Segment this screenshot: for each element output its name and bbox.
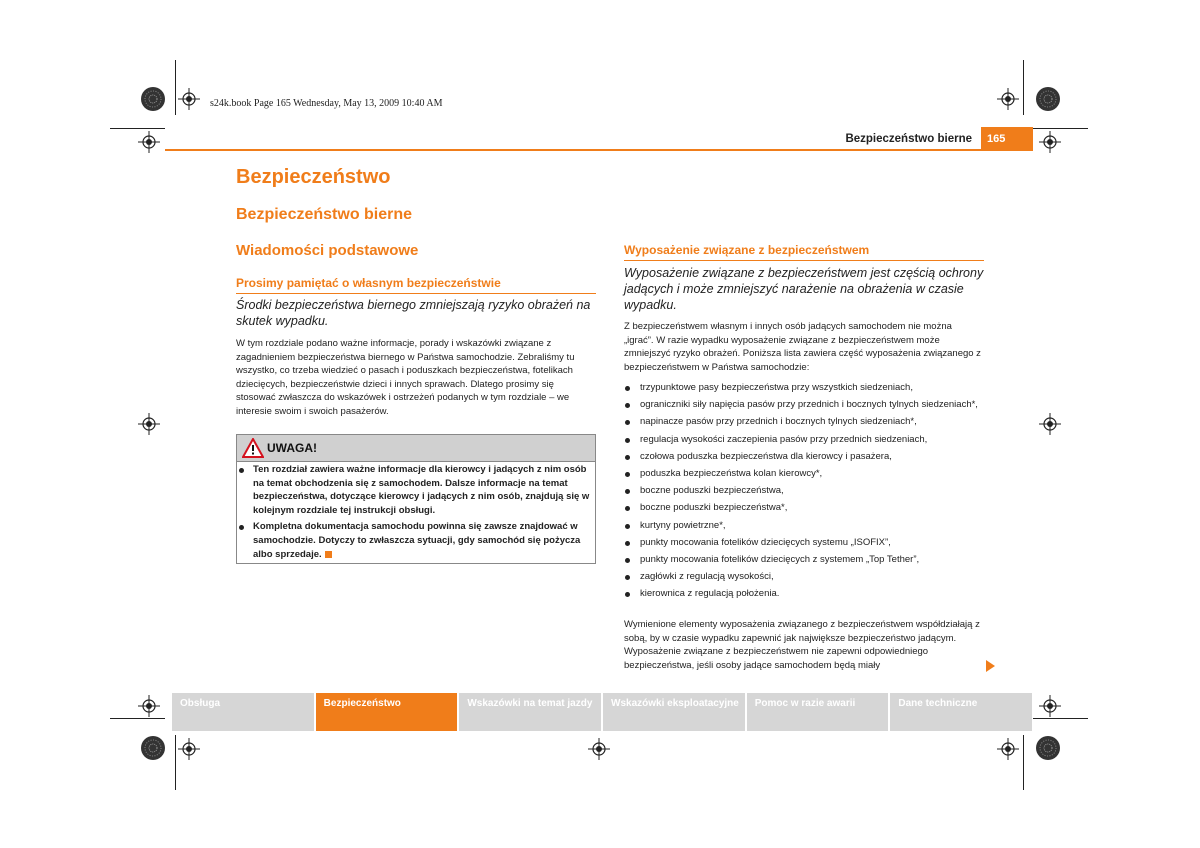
list-item: napinacze pasów przy przednich i bocznych tylnych siedzeniach*, — [624, 415, 984, 429]
nav-tab-obsluga[interactable]: Obsługa — [172, 693, 314, 731]
crosshair-mark-icon — [1039, 413, 1061, 435]
warning-title: UWAGA! — [267, 441, 317, 455]
list-item: kurtyny powietrzne*, — [624, 519, 984, 533]
outro-paragraph: Wymienione elementy wyposażenia związanego z bezpieczeństwem współdziałają z sobą, by w czasie wypadku zapewnić jak największe bezpieczeństwo jadącym. Wyposażenie związane z bezpieczeństwem nie zapewni odpowiedniego bezpieczeństwa, jeśli osoby jadące samochodem będą miały — [624, 619, 980, 671]
list-item: boczne poduszki bezpieczeństwa, — [624, 484, 984, 498]
warning-header — [237, 435, 595, 462]
intro-paragraph: Z bezpieczeństwem własnym i innych osób jadących samochodem nie można „igrać”. W razie wypadku wyposażenie związane z bezpieczeństwem może zmniejszyć ryzyko obrażeń. Poniższa lista zawiera część wyposażenia związanego z bezpieczeństwem w Państwa samochodzie: — [624, 321, 981, 373]
list-item: ograniczniki siły napięcia pasów przy przednich i bocznych tylnych siedzeniach*, — [624, 398, 984, 412]
crop-line — [1023, 735, 1024, 790]
crop-line — [1033, 128, 1088, 129]
crosshair-mark-icon — [138, 695, 160, 717]
crosshair-mark-icon — [1039, 131, 1061, 153]
crosshair-mark-icon — [1039, 695, 1061, 717]
crosshair-mark-icon — [588, 738, 610, 760]
list-item: trzypunktowe pasy bezpieczeństwa przy wszystkich siedzeniach, — [624, 381, 984, 395]
nav-tab-pomoc[interactable]: Pomoc w razie awarii — [747, 693, 889, 731]
subsection-title: Wiadomości podstawowe — [236, 242, 419, 259]
registration-sunburst-icon — [140, 86, 166, 112]
list-item: regulacja wysokości zaczepienia pasów przy przednich siedzeniach, — [624, 433, 984, 447]
list-item: boczne poduszki bezpieczeństwa*, — [624, 501, 984, 515]
registration-sunburst-icon — [1035, 735, 1061, 761]
warning-body — [239, 463, 591, 564]
list-item: czołowa poduszka bezpieczeństwa dla kierowcy i pasażera, — [624, 450, 984, 464]
warning-box — [236, 434, 596, 564]
nav-tab-wskazowki-jazdy[interactable]: Wskazówki na temat jazdy — [459, 693, 601, 731]
page-number: 165 — [981, 127, 1033, 151]
crosshair-mark-icon — [178, 738, 200, 760]
section-title: Bezpieczeństwo bierne — [236, 206, 413, 223]
crosshair-mark-icon — [138, 413, 160, 435]
crop-line — [1033, 718, 1088, 719]
crop-line — [110, 128, 165, 129]
warning-item: Kompletna dokumentacja samochodu powinna się zawsze znajdować w samochodzie. Dotyczy to zwłaszcza sytuacji, gdy samochód się pożycza albo sprzedaje. — [239, 520, 591, 561]
nav-tab-bezpieczenstwo[interactable]: Bezpieczeństwo — [316, 693, 458, 731]
crosshair-mark-icon — [138, 131, 160, 153]
registration-sunburst-icon — [1035, 86, 1061, 112]
list-item: zagłówki z regulacją wysokości, — [624, 570, 984, 584]
nav-tab-dane-techniczne[interactable]: Dane techniczne — [890, 693, 1032, 731]
crop-line — [110, 718, 165, 719]
lead-paragraph-right: Wyposażenie związane z bezpieczeństwem jest częścią ochrony jadących i może zmniejszyć narażenie na obrażenia w czasie wypadku. — [624, 266, 984, 312]
registration-sunburst-icon — [140, 735, 166, 761]
chapter-title: Bezpieczeństwo — [236, 166, 391, 188]
body-paragraph: W tym rozdziale podano ważne informacje, porady i wskazówki związane z zagadnieniem bezpieczeństwa biernego w Państwa samochodzie. Zebraliśmy tu wszystko, co trzeba wiedzieć o pasach i poduszkach bezpieczeństwa, fotelikach dziecięcych, bezpieczeństwie dzieci i innych sprawach. Dlatego prosimy się stosować zwłaszcza do wskazówek i ostrzeżeń podanych w tym rozdziale – we interesie swoim i swoich pasażerów. — [236, 338, 575, 417]
crop-line — [175, 60, 176, 115]
topic-heading-right: Wyposażenie związane z bezpieczeństwem — [624, 243, 984, 261]
warning-triangle-icon — [242, 438, 264, 458]
lead-paragraph: Środki bezpieczeństwa biernego zmniejszają ryzyko obrażeń na skutek wypadku. — [236, 298, 591, 328]
list-item: punkty mocowania fotelików dziecięcych systemu „ISOFIX”, — [624, 536, 984, 550]
equipment-list — [624, 381, 984, 604]
warning-item: Ten rozdział zawiera ważne informacje dla kierowcy i jadących z nim osób na temat obchodzenia się z samochodem. Dalsze informacje na temat bezpieczeństwa, dotyczące kierowcy i jadących z nim osób, znajdują się w kolejnym rozdziale tej instrukcji obsługi. — [239, 463, 591, 517]
crop-line — [175, 735, 176, 790]
list-item: punkty mocowania fotelików dziecięcych z systemem „Top Tether”, — [624, 553, 984, 567]
header-rule — [165, 149, 1033, 151]
chapter-nav — [172, 693, 1032, 731]
topic-heading: Prosimy pamiętać o własnym bezpieczeństwie — [236, 276, 596, 294]
crosshair-mark-icon — [997, 738, 1019, 760]
crosshair-mark-icon — [997, 88, 1019, 110]
list-item: poduszka bezpieczeństwa kolan kierowcy*, — [624, 467, 984, 481]
list-item: kierownica z regulacją położenia. — [624, 587, 984, 601]
continue-arrow-icon — [986, 660, 995, 672]
print-info: s24k.book Page 165 Wednesday, May 13, 2009 10:40 AM — [210, 98, 443, 109]
end-of-section-marker-icon — [325, 551, 332, 558]
running-header-title: Bezpieczeństwo bierne — [845, 133, 972, 145]
crosshair-mark-icon — [178, 88, 200, 110]
crop-line — [1023, 60, 1024, 115]
nav-tab-wskazowki-eksploatacyjne[interactable]: Wskazówki eksploatacyjne — [603, 693, 745, 731]
